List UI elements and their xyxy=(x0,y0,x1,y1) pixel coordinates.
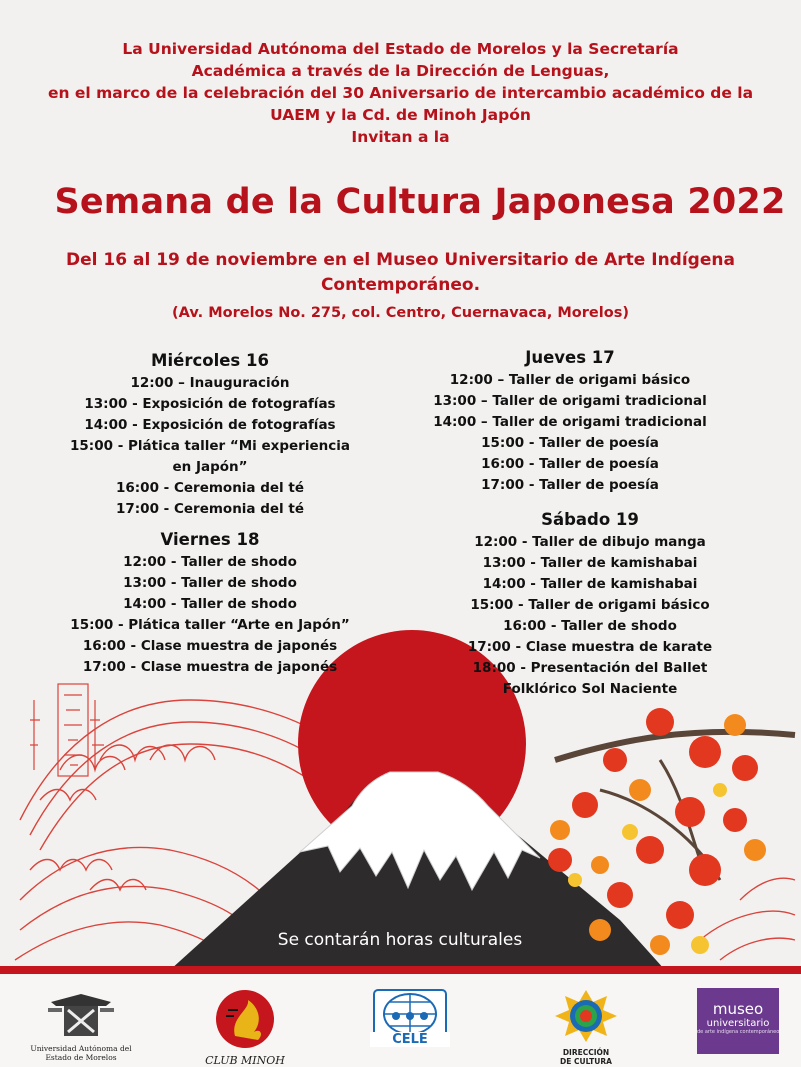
dates-line: Contemporáneo. xyxy=(320,275,481,295)
divider-line xyxy=(0,966,801,974)
schedule-item: 12:00 – Inauguración xyxy=(130,375,290,391)
schedule-item: 13:00 - Taller de kamishabai xyxy=(482,555,698,571)
club-minoh-text: CLUB MINOH xyxy=(205,1054,285,1067)
schedule-item: 17:00 - Taller de poesía xyxy=(481,477,659,493)
intro-line: Invitan a la xyxy=(351,128,450,146)
cele-text: CELE xyxy=(370,1032,450,1047)
event-address: (Av. Morelos No. 275, col. Centro, Cuernavaca, Morelos) xyxy=(172,305,629,321)
cultura-text: DIRECCIÓN xyxy=(562,1048,610,1057)
schedule-item: 13:00 - Exposición de fotografías xyxy=(84,396,336,412)
cultural-hours-note: Se contarán horas culturales xyxy=(277,930,523,950)
museo-text: de arte indígena contemporáneo xyxy=(697,1029,780,1035)
museo-text: universitario xyxy=(706,1018,770,1029)
uaem-logo-text: Estado de Morelos xyxy=(45,1053,117,1062)
schedule-item: 15:00 - Taller de origami básico xyxy=(470,597,710,613)
schedule-item: 18:00 - Presentación del Ballet xyxy=(472,660,708,676)
direccion-cultura-logo xyxy=(540,988,632,1066)
schedule-item: Folklórico Sol Naciente xyxy=(502,681,678,697)
schedule-friday xyxy=(60,528,360,678)
schedule-item: 12:00 – Taller de origami básico xyxy=(449,372,691,388)
schedule-item: 12:00 - Taller de dibujo manga xyxy=(474,534,706,550)
schedule-item: 17:00 - Clase muestra de karate xyxy=(467,639,713,655)
schedule-item: 17:00 - Clase muestra de japonés xyxy=(82,659,338,675)
day-heading: Sábado 19 xyxy=(541,510,639,529)
schedule-item: 16:00 - Taller de shodo xyxy=(503,618,677,634)
schedule-item: 15:00 - Plática taller “Arte en Japón” xyxy=(70,617,350,633)
schedule-item: 16:00 - Ceremonia del té xyxy=(116,480,304,496)
cele-logo xyxy=(370,988,450,1067)
schedule-item: 15:00 - Taller de poesía xyxy=(481,435,659,451)
schedule-item: 14:00 - Taller de shodo xyxy=(123,596,297,612)
schedule-item: 16:00 - Taller de poesía xyxy=(481,456,659,472)
day-heading: Miércoles 16 xyxy=(151,351,269,370)
culture-star-icon xyxy=(551,988,621,1044)
schedule-item: 15:00 - Plática taller “Mi experiencia xyxy=(70,438,350,454)
schedule-item: 13:00 – Taller de origami tradicional xyxy=(433,393,707,409)
intro-line: La Universidad Autónoma del Estado de Morelos y la Secretaría xyxy=(122,40,679,58)
schedule-item: 16:00 - Clase muestra de japonés xyxy=(82,638,338,654)
schedule-saturday xyxy=(440,508,740,700)
day-heading: Viernes 18 xyxy=(160,530,260,549)
uaem-logo xyxy=(18,992,144,1062)
sponsor-logos xyxy=(0,974,801,1067)
intro-line: en el marco de la celebración del 30 Aniversario de intercambio académico de la xyxy=(47,84,754,102)
schedule-item: 14:00 – Taller de origami tradicional xyxy=(433,414,707,430)
schedule-item: 12:00 - Taller de shodo xyxy=(123,554,297,570)
event-title: Semana de la Cultura Japonesa 2022 xyxy=(54,182,786,222)
day-heading: Jueves 17 xyxy=(525,348,615,367)
museo-universitario-logo xyxy=(697,988,779,1054)
dates-line: Del 16 al 19 de noviembre en el Museo Universitario de Arte Indígena xyxy=(66,250,735,270)
museo-text: museo xyxy=(712,1000,764,1018)
schedule-item: 14:00 - Taller de kamishabai xyxy=(482,576,698,592)
club-minoh-logo xyxy=(198,988,292,1067)
intro-line: Académica a través de la Dirección de Lenguas, xyxy=(191,62,610,80)
schedule-wednesday xyxy=(60,349,360,520)
uaem-crest-icon xyxy=(46,992,116,1040)
schedule-item: en Japón” xyxy=(172,459,248,475)
schedule-item: 17:00 - Ceremonia del té xyxy=(116,501,304,517)
cultura-text: DE CULTURA xyxy=(560,1057,612,1066)
schedule-thursday xyxy=(420,346,720,496)
schedule-item: 13:00 - Taller de shodo xyxy=(123,575,297,591)
schedule-item: 14:00 - Exposición de fotografías xyxy=(84,417,336,433)
dragon-emblem-icon xyxy=(210,988,280,1050)
intro-line: UAEM y la Cd. de Minoh Japón xyxy=(270,106,531,124)
uaem-logo-text: Universidad Autónoma del xyxy=(30,1044,132,1053)
